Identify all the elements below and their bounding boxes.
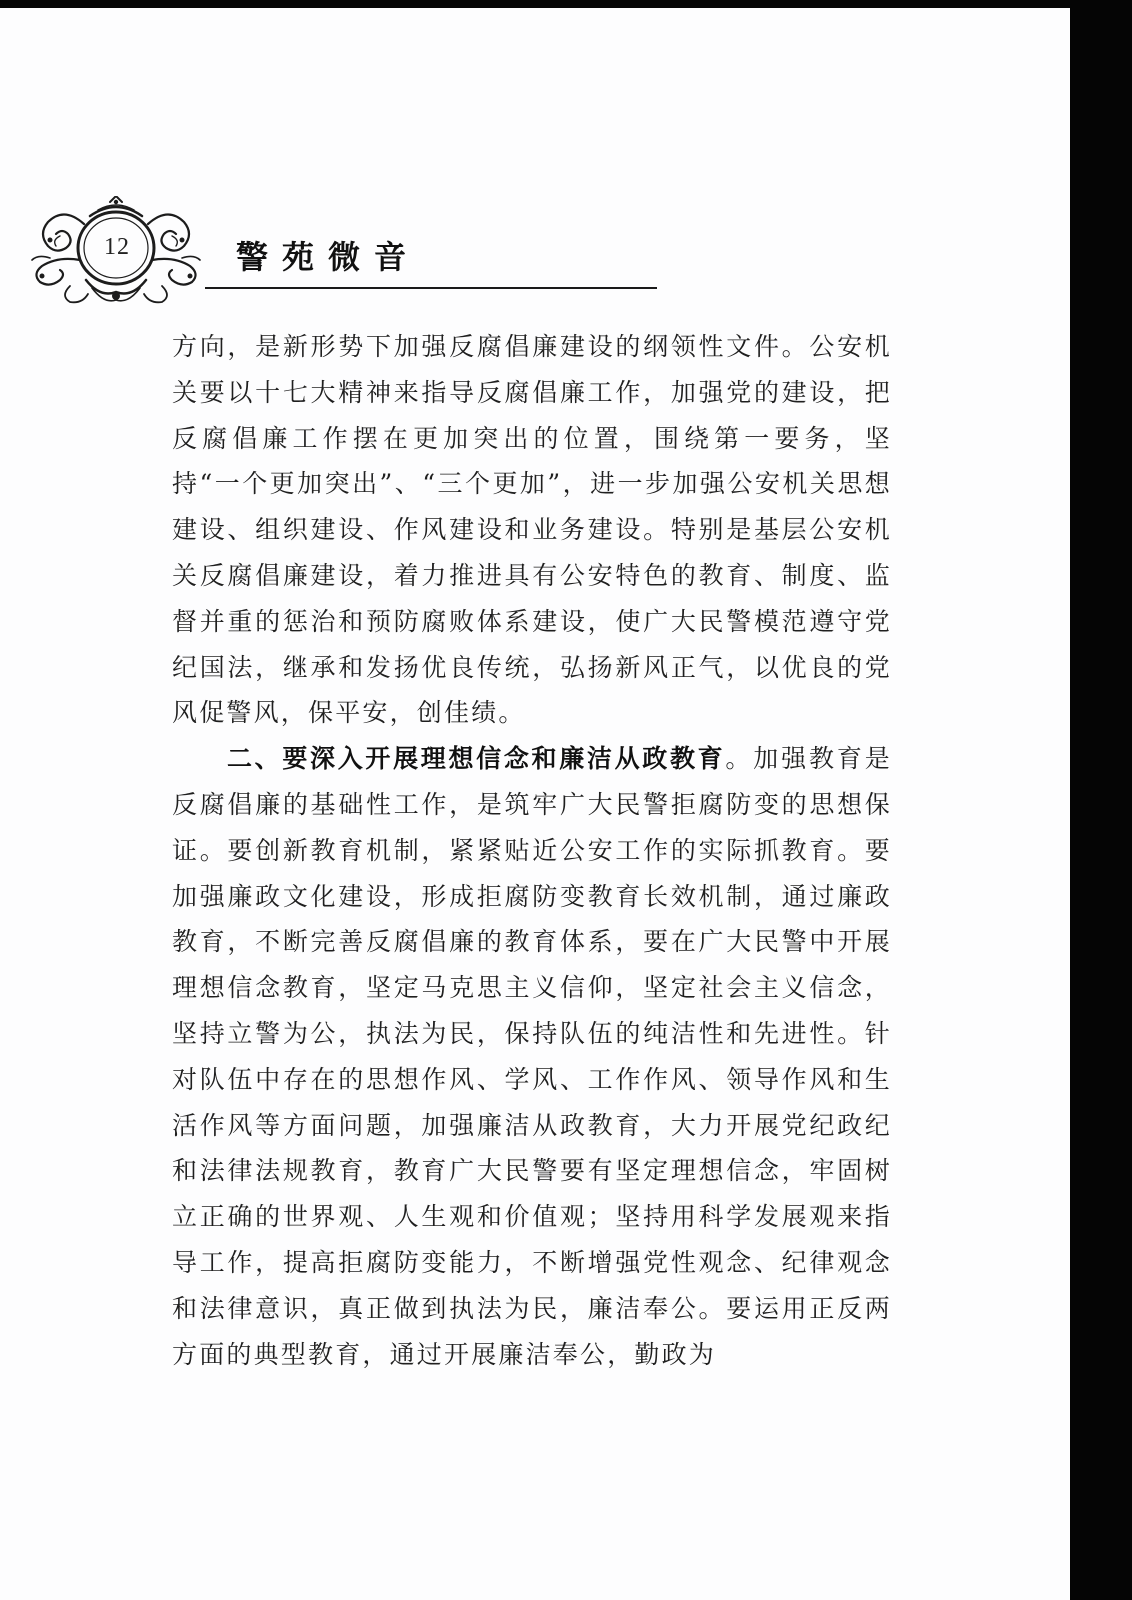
paragraph-2-text: 。加强教育是反腐倡廉的基础性工作，是筑牢广大民警拒腐防变的思想保证。要创新教育机制，紧紧贴近公安工作的实际抓教育。要加强廉政文化建设，形成拒腐防变教育长效机制，通过廉政教育，不断完善反腐倡廉的教育体系，要在广大民警中开展理想信念教育，坚定马克思主义信仰，坚定社会主义信念，坚持立警为公，执法为民，保持队伍的纯洁性和先进性。针对队伍中存在的思想作风、学风、工作作风、领导作风和生活作风等方面问题，加强廉洁从政教育，大力开展党纪政纪和法律法规教育，教育广大民警要有坚定理想信念，牢固树立正确的世界观、人生观和价值观；坚持用科学发展观来指导工作，提高拒腐防变能力，不断增强党性观念、纪律观念和法律意识，真正做到执法为民，廉洁奉公。要运用正反两方面的典型教育，通过开展廉洁奉公，勤政为 — [172, 744, 892, 1369]
body-text — [172, 324, 892, 1377]
header-rule — [205, 287, 657, 289]
paragraph-2 — [172, 736, 892, 1377]
section-heading: 二、要深入开展理想信念和廉洁从政教育 — [227, 744, 726, 774]
page-number: 12 — [104, 234, 130, 260]
scan-right-edge — [1070, 0, 1132, 1600]
scan-top-edge — [0, 0, 1132, 8]
running-title: 警苑微音 — [236, 238, 421, 276]
paragraph-1: 方向，是新形势下加强反腐倡廉建设的纲领性文件。公安机关要以十七大精神来指导反腐倡廉工作，加强党的建设，把反腐倡廉工作摆在更加突出的位置，围绕第一要务，坚持“一个更加突出”、“三个更加”，进一步加强公安机关思想建设、组织建设、作风建设和业务建设。特别是基层公安机关反腐倡廉建设，着力推进具有公安特色的教育、制度、监督并重的惩治和预防腐败体系建设，使广大民警模范遵守党纪国法，继承和发扬优良传统，弘扬新风正气，以优良的党风促警风，保平安，创佳绩。 — [172, 332, 892, 728]
